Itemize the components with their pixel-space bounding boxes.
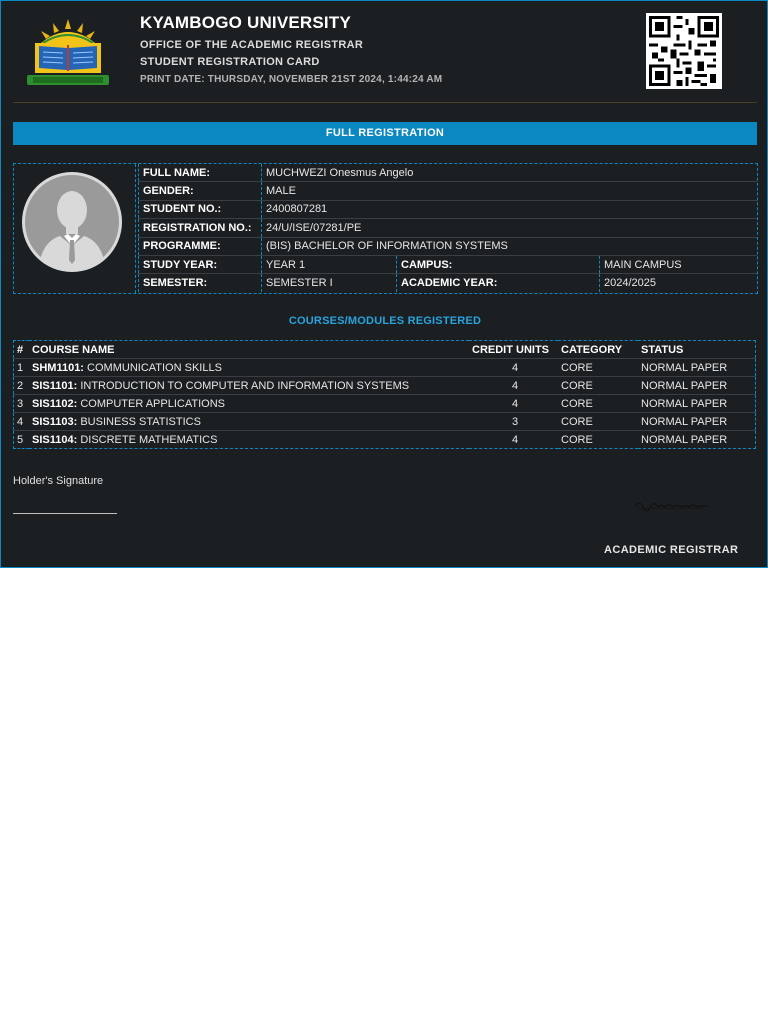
col-category-header: CATEGORY: [558, 341, 638, 359]
course-status: NORMAL PAPER: [638, 377, 756, 395]
table-row: [14, 359, 756, 377]
student-details-table: [138, 164, 757, 292]
course-code: SIS1101:: [32, 379, 78, 392]
course-num: 4: [14, 413, 30, 431]
course-credit-units: 4: [511, 433, 519, 446]
label-study-year: STUDY YEAR:: [139, 255, 262, 273]
registration-banner: FULL REGISTRATION: [13, 122, 757, 145]
university-crest-icon: [23, 17, 113, 87]
course-name-cell: [29, 413, 469, 431]
course-num: 3: [14, 395, 30, 413]
label-campus: CAMPUS:: [397, 255, 600, 273]
course-category: CORE: [561, 433, 593, 446]
course-name: COMMUNICATION SKILLS: [87, 361, 222, 374]
row-study-year: [139, 255, 758, 273]
col-credit-units-header: CREDIT UNITS: [469, 341, 558, 359]
course-name-cell: [29, 431, 469, 449]
value-full-name: MUCHWEZI Onesmus Angelo: [262, 164, 758, 182]
course-num: 1: [14, 359, 30, 377]
course-name-cell: [29, 359, 469, 377]
table-row: [14, 413, 756, 431]
row-registration-no: [139, 219, 758, 237]
value-registration-no: 24/U/ISE/07281/PE: [262, 219, 758, 237]
row-full-name: [139, 164, 758, 182]
row-programme: [139, 237, 758, 255]
office-name: OFFICE OF THE ACADEMIC REGISTRAR: [140, 39, 364, 51]
course-status: NORMAL PAPER: [638, 359, 756, 377]
label-academic-year: ACADEMIC YEAR:: [397, 274, 600, 292]
course-category: CORE: [558, 377, 638, 395]
label-student-no: STUDENT NO.:: [139, 200, 262, 218]
course-num: 5: [17, 433, 24, 446]
table-row: [14, 431, 756, 449]
course-category: CORE: [558, 359, 638, 377]
user-avatar-icon: [20, 170, 124, 274]
col-course-name-header: COURSE NAME: [29, 341, 469, 359]
col-status-header: STATUS: [638, 341, 756, 359]
label-gender: GENDER:: [139, 182, 262, 200]
course-category: CORE: [558, 413, 638, 431]
courses-table: [13, 340, 756, 449]
course-status: NORMAL PAPER: [638, 395, 756, 413]
course-name: DISCRETE MATHEMATICS: [80, 433, 218, 446]
label-full-name: FULL NAME:: [139, 164, 262, 182]
table-row: [14, 377, 756, 395]
course-name: INTRODUCTION TO COMPUTER AND INFORMATION SYSTEMS: [80, 379, 410, 392]
course-name: COMPUTER APPLICATIONS: [80, 397, 225, 410]
course-status: NORMAL PAPER: [638, 413, 756, 431]
qr-code-icon: [646, 13, 722, 89]
value-study-year: YEAR 1: [262, 255, 397, 273]
row-student-no: [139, 200, 758, 218]
course-credit-units: 4: [469, 359, 558, 377]
student-photo-cell: [14, 164, 136, 293]
course-category: CORE: [558, 395, 638, 413]
value-student-no: 2400807281: [262, 200, 758, 218]
col-num-header: #: [14, 341, 30, 359]
value-campus: MAIN CAMPUS: [600, 255, 758, 273]
course-code: SIS1103:: [32, 415, 78, 428]
signature-icon: [631, 495, 711, 515]
row-gender: [139, 182, 758, 200]
row-semester: [139, 274, 758, 292]
header-divider: [13, 102, 757, 103]
course-num: 2: [14, 377, 30, 395]
university-name: KYAMBOGO UNIVERSITY: [140, 13, 351, 32]
course-credit-units: 4: [469, 377, 558, 395]
label-semester: SEMESTER:: [139, 274, 262, 292]
value-programme: (BIS) BACHELOR OF INFORMATION SYSTEMS: [262, 237, 758, 255]
course-code: SHM1101:: [32, 361, 84, 374]
courses-section-title: COURSES/MODULES REGISTERED: [288, 315, 482, 327]
course-code: SIS1104:: [32, 433, 78, 446]
course-name-cell: [29, 377, 469, 395]
course-credit-units: 4: [469, 395, 558, 413]
holder-signature-label: Holder's Signature: [13, 475, 104, 487]
card-title: STUDENT REGISTRATION CARD: [140, 56, 320, 68]
courses-header-row: [14, 341, 756, 359]
course-status: NORMAL PAPER: [641, 433, 728, 446]
value-semester: SEMESTER I: [262, 274, 397, 292]
label-registration-no: REGISTRATION NO.:: [139, 219, 262, 237]
card-header: [1, 1, 767, 103]
student-info-box: [13, 163, 758, 294]
course-credit-units: 3: [469, 413, 558, 431]
course-code: SIS1102:: [32, 397, 78, 410]
print-date: PRINT DATE: THURSDAY, NOVEMBER 21ST 2024, 1:44:24 AM: [140, 74, 443, 85]
table-row: [14, 395, 756, 413]
label-programme: PROGRAMME:: [139, 237, 262, 255]
value-gender: MALE: [262, 182, 758, 200]
course-name-cell: [29, 395, 469, 413]
academic-registrar-label: ACADEMIC REGISTRAR: [604, 544, 739, 556]
value-academic-year: 2024/2025: [600, 274, 758, 292]
course-name: BUSINESS STATISTICS: [80, 415, 201, 428]
holder-signature-line: [13, 513, 117, 514]
